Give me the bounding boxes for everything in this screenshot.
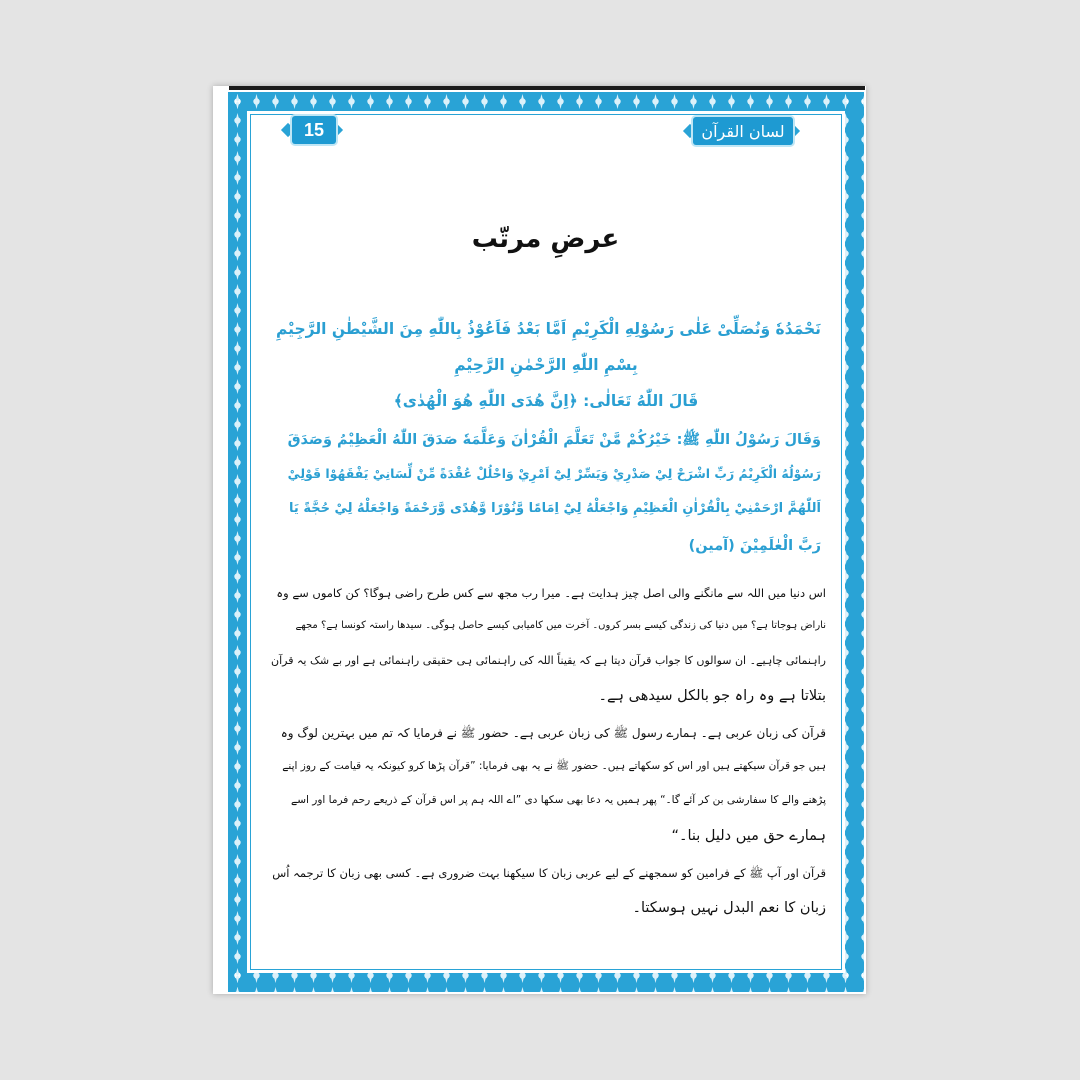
urdu-line: ہیں جو قرآن سیکھتے ہیں اور اس کو سکھاتے ہیں۔ حضور ﷺ نے یہ بھی فرمایا: ”قرآن پڑھا کرو کیونکہ یہ قیامت کے روز اپنے <box>282 760 826 772</box>
urdu-line: قرآن کی زبان عربی ہے۔ ہمارے رسول ﷺ کی زبان عربی ہے۔ حضور ﷺ نے فرمایا کہ تم میں بہترین لوگ وہ <box>280 726 826 740</box>
arabic-line: رَبَّ الْعٰلَمِيْنَ (آمين) <box>688 538 821 554</box>
urdu-line: زبان کا نعم البدل نہیں ہوسکتا۔ <box>632 900 826 916</box>
top-rule <box>229 86 865 90</box>
arabic-line: وَقَالَ رَسُوْلُ اللّٰهِ ﷺ: خَيْرُكُمْ مَّنْ تَعَلَّمَ الْقُرْاٰنَ وَعَلَّمَهٗ صَدَقَ اللّٰهُ الْعَظِيْمُ وَصَدَقَ <box>287 432 821 448</box>
arabic-line: قَالَ اللّٰهُ تَعَالٰی: ﴿اِنَّ هُدَى اللّٰهِ هُوَ الْهُدٰى﴾ <box>393 392 699 410</box>
page-heading: عرضِ مرتّب <box>471 224 620 254</box>
urdu-line: پڑھنے والے کا سفارشی بن کر آئے گا۔“ پھر ہمیں یہ دعا بھی سکھا دی ”اے اللہ ہم پر اس قرآن کے ذریعے رحم فرما اور اسے <box>291 794 826 806</box>
book-title: لسان القرآن <box>693 117 793 145</box>
book-page <box>213 86 866 994</box>
urdu-line: بتلاتا ہے وہ راہ جو بالکل سیدھی ہے۔ <box>598 688 826 704</box>
page-number: 15 <box>292 116 336 144</box>
urdu-line: ناراض ہوجاتا ہے؟ میں دنیا کی زندگی کیسے بسر کروں۔ آخرت میں کامیابی کیسے حاصل ہوگی۔ سیدھا راستہ کونسا ہے؟ مجھے <box>295 620 826 631</box>
urdu-line: ہمارے حق میں دلیل بنا۔“ <box>671 828 826 844</box>
arabic-line: نَحْمَدُهٗ وَنُصَلِّیْ عَلٰی رَسُوْلِهِ الْكَرِيْمِ اَمَّا بَعْدُ فَاَعُوْذُ بِاللّٰهِ مِنَ الشَّيْطٰنِ الرَّجِيْمِ <box>276 320 821 338</box>
arabic-line: اَللّٰهُمَّ ارْحَمْنِيْ بِالْقُرْاٰنِ الْعَظِيْمِ وَاجْعَلْهُ لِيْٓ اِمَامًا وَّنُوْرًا وَّهُدًى وَّرَحْمَةً وَاجْعَلْهُ لِيْ حُجَّةً يَا <box>289 501 821 516</box>
urdu-line: اس دنیا میں اللہ سے مانگنے والی اصل چیز ہدایت ہے۔ میرا رب مجھ سے کس طرح راضی ہوگا؟ کن کاموں سے وہ <box>276 586 826 600</box>
urdu-line: قرآن اور آپ ﷺ کے فرامین کو سمجھنے کے لیے عربی زبان کا سیکھنا بہت ضروری ہے۔ کسی بھی زبان کا ترجمہ اُس <box>272 866 826 880</box>
urdu-line: راہنمائی چاہیے۔ ان سوالوں کا جواب قرآن دیتا ہے کہ یقیناً اللہ کی راہنمائی ہی حقیقی راہنمائی ہے اور بے شک یہ قرآن <box>271 654 826 667</box>
arabic-line: بِسْمِ اللّٰهِ الرَّحْمٰنِ الرَّحِيْمِ <box>454 356 638 374</box>
arabic-line: رَسُوْلُهُ الْكَرِيْمُ رَبِّ اشْرَحْ لِيْ صَدْرِيْ وَيَسِّرْ لِيْٓ اَمْرِيْ وَاحْلُلْ عُقْدَةً مِّنْ لِّسَانِيْ يَفْقَهُوْا قَوْلِيْ <box>287 466 821 481</box>
